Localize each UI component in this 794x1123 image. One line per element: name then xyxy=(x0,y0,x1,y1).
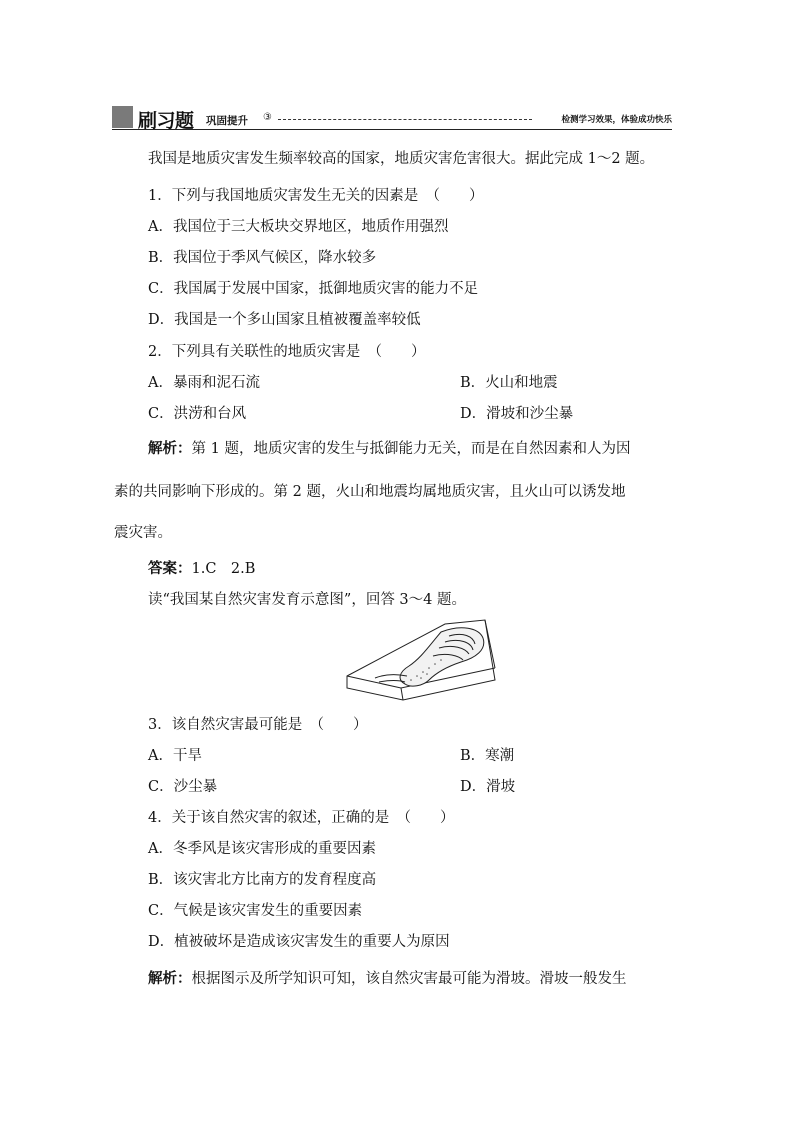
analysis-text: 第 1 题，地质灾害的发生与抵御能力无关，而是在自然因素和人为因 xyxy=(191,441,631,457)
analysis-1-line-3: 震灾害。 xyxy=(114,525,172,541)
header-slogan: 检测学习效果，体验成功快乐 xyxy=(561,115,672,125)
section-header xyxy=(112,106,672,130)
question-1-stem: 1．下列与我国地质灾害发生无关的因素是 （ ） xyxy=(148,188,484,204)
question-4-option-c: C．气候是该灾害发生的重要因素 xyxy=(148,903,363,919)
analysis-1-line-1 xyxy=(148,440,630,458)
question-1-option-c: C．我国属于发展中国家，抵御地质灾害的能力不足 xyxy=(148,281,479,297)
analysis-text: 根据图示及所学知识可知，该自然灾害最可能为滑坡。滑坡一般发生 xyxy=(191,971,627,987)
question-3-option-d: D．滑坡 xyxy=(460,779,516,795)
analysis-2-line-1 xyxy=(148,970,627,988)
intro-paragraph-2: 读“我国某自然灾害发育示意图”，回答 3～4 题。 xyxy=(148,592,466,608)
header-subtitle: 巩固提升 xyxy=(206,115,248,127)
header-rule xyxy=(112,129,672,130)
analysis-1-line-2: 素的共同影响下形成的。第 2 题，火山和地震均属地质灾害，且火山可以诱发地 xyxy=(114,484,626,500)
question-2-option-b: B．火山和地震 xyxy=(460,375,558,391)
header-title: 刷习题 xyxy=(138,110,194,132)
landslide-diagram xyxy=(345,614,497,702)
question-2-option-d: D．滑坡和沙尘暴 xyxy=(460,406,574,422)
question-4-option-b: B．该灾害北方比南方的发育程度高 xyxy=(148,872,377,888)
question-4-option-d: D．植被破坏是造成该灾害发生的重要人为原因 xyxy=(148,934,450,950)
intro-paragraph-1: 我国是地质灾害发生频率较高的国家，地质灾害危害很大。据此完成 1～2 题。 xyxy=(148,151,655,167)
question-1-option-b: B．我国位于季风气候区，降水较多 xyxy=(148,250,377,266)
question-1-option-d: D．我国是一个多山国家且植被覆盖率较低 xyxy=(148,312,421,328)
analysis-label: 解析： xyxy=(148,970,192,987)
answer-label: 答案： xyxy=(148,560,192,577)
header-circle-number: ③ xyxy=(263,112,272,123)
question-3-stem: 3．该自然灾害最可能是 （ ） xyxy=(148,717,368,733)
question-1-option-a: A．我国位于三大板块交界地区，地质作用强烈 xyxy=(148,219,449,235)
question-3-option-b: B．寒潮 xyxy=(460,748,515,764)
header-marker-block xyxy=(112,106,133,128)
header-dashed-line xyxy=(278,119,532,120)
question-3-option-a: A．干旱 xyxy=(148,748,202,764)
question-2-option-a: A．暴雨和泥石流 xyxy=(148,375,260,391)
analysis-label: 解析： xyxy=(148,440,192,457)
question-2-option-c: C．洪涝和台风 xyxy=(148,406,247,422)
question-3-option-c: C．沙尘暴 xyxy=(148,779,218,795)
answer-text: 1.C 2.B xyxy=(191,561,256,577)
question-4-stem: 4．关于该自然灾害的叙述，正确的是 （ ） xyxy=(148,810,455,826)
question-2-stem: 2．下列具有关联性的地质灾害是 （ ） xyxy=(148,344,426,360)
question-4-option-a: A．冬季风是该灾害形成的重要因素 xyxy=(148,841,376,857)
answer-1 xyxy=(148,560,255,578)
